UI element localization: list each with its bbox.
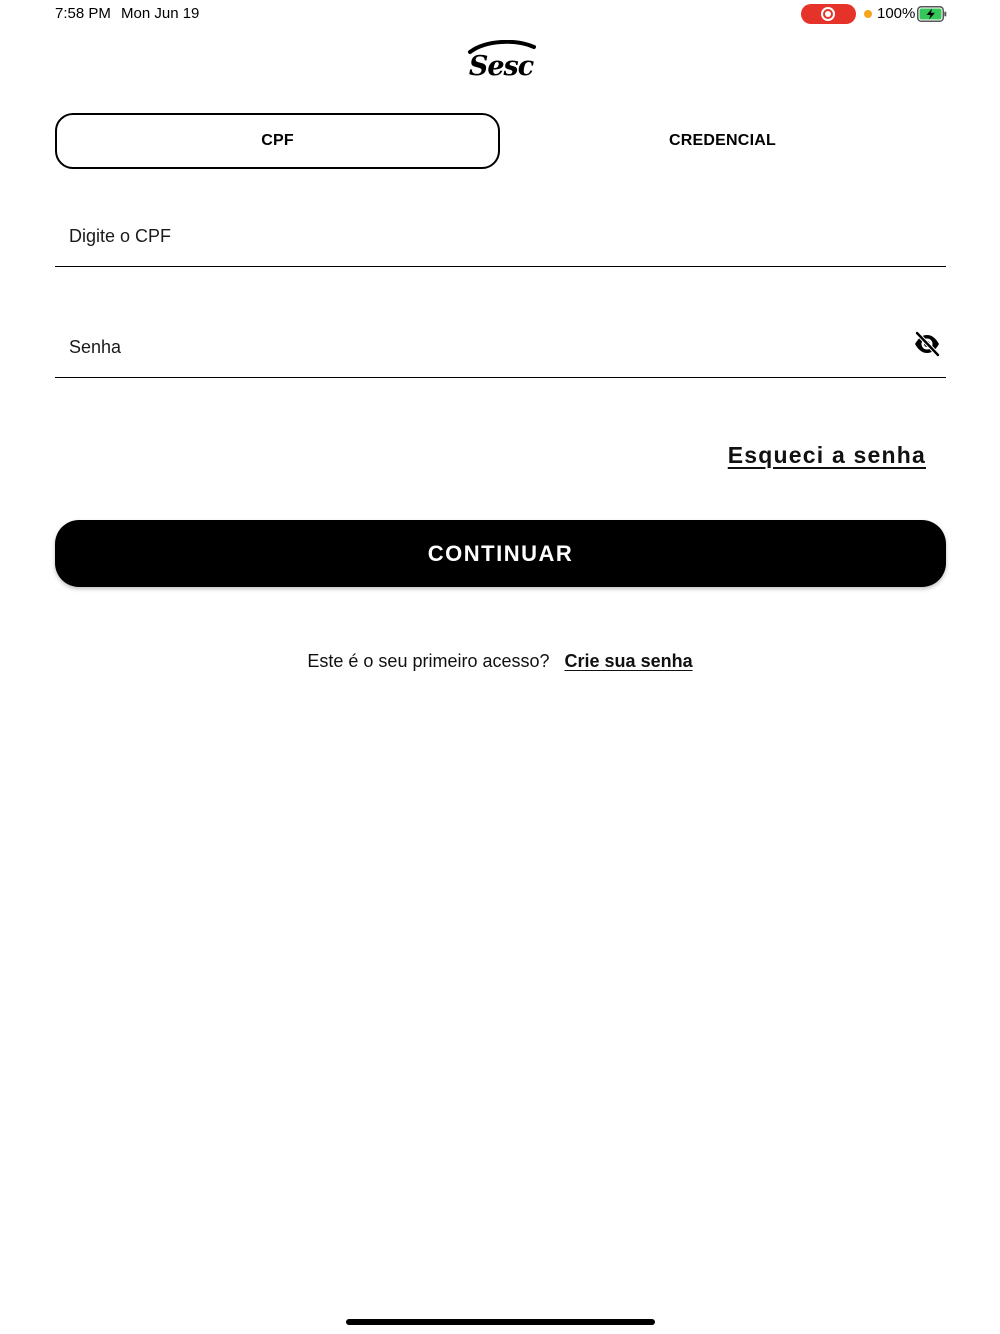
first-access-question: Este é o seu primeiro acesso? [307, 651, 550, 671]
password-input[interactable] [69, 332, 909, 362]
logo-text: Sesc [468, 51, 534, 80]
first-access-row [0, 651, 1000, 672]
battery-percent: 100% [877, 5, 916, 22]
tab-credencial-label: CREDENCIAL [669, 132, 776, 149]
forgot-password-link[interactable]: Esqueci a senha [727, 442, 926, 468]
tab-cpf[interactable] [55, 113, 500, 169]
sesc-logo [464, 40, 538, 80]
screen-recording-icon[interactable] [801, 4, 856, 24]
cpf-input[interactable] [69, 221, 909, 251]
tab-credencial[interactable] [500, 113, 945, 169]
cpf-field [55, 207, 946, 267]
status-bar [0, 0, 1000, 28]
create-password-link[interactable]: Crie sua senha [564, 651, 693, 671]
eye-off-icon[interactable] [913, 331, 941, 357]
status-date: Mon Jun 19 [121, 5, 200, 22]
continue-button[interactable]: CONTINUAR [55, 520, 946, 587]
status-time: 7:58 PM [55, 5, 111, 22]
battery-charging-icon [917, 6, 947, 22]
tab-cpf-label: CPF [261, 132, 294, 149]
password-field [55, 318, 946, 378]
privacy-indicator-icon [864, 10, 872, 18]
home-indicator[interactable] [346, 1319, 655, 1325]
